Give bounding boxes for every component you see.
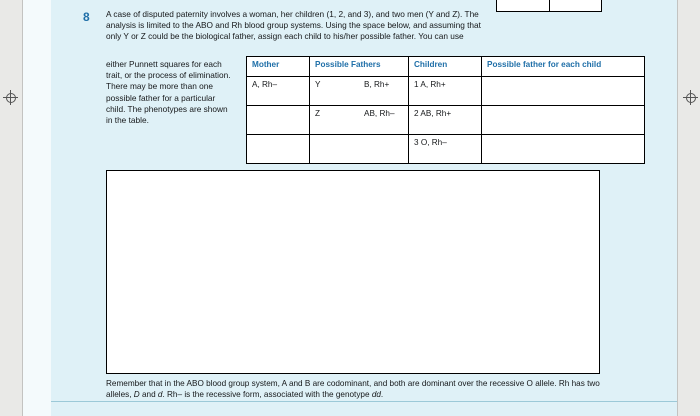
answer-cell-child-1[interactable] xyxy=(482,77,645,106)
work-space-answer-box[interactable] xyxy=(106,170,600,374)
column-header-possible-father-each-child: Possible father for each child xyxy=(482,57,645,77)
question-text-main: A case of disputed paternity involves a woman, her children (1, 2, and 3), and two men (Y and Z). The analysis is limited to the ABO and Rh blood group systems. Using the space below, and assuming that only Y or Z could be the biological father, assign each child to his/her possible father. You can use xyxy=(106,9,481,42)
cell-child-3: 3 O, Rh– xyxy=(409,135,482,164)
question-number: 8 xyxy=(83,10,90,24)
cell-father-letter-y: Y xyxy=(310,77,360,106)
table-row xyxy=(247,135,645,164)
page-right-margin xyxy=(677,0,700,416)
footer-allele-d-lower: d xyxy=(157,390,163,399)
cell-mother-phenotype: A, Rh– xyxy=(247,77,310,106)
cell-father-phenotype-z: AB, Rh– xyxy=(359,106,409,135)
footer-genotype-dd: dd xyxy=(371,390,381,399)
column-header-children: Children xyxy=(409,57,482,77)
answer-cell-child-2[interactable] xyxy=(482,106,645,135)
registration-mark-right-icon xyxy=(683,90,698,105)
blood-group-table xyxy=(246,56,645,164)
cell-child-2: 2 AB, Rh+ xyxy=(409,106,482,135)
cell-father-letter-z: Z xyxy=(310,106,360,135)
footer-line-2-and: and xyxy=(139,390,158,399)
registration-circle-right-icon xyxy=(686,93,696,103)
table-header-row xyxy=(247,57,645,77)
footer-note xyxy=(106,378,606,400)
footer-allele-d-upper: D xyxy=(133,390,140,399)
registration-circle-left-icon xyxy=(6,93,16,103)
cell-mother-blank-2 xyxy=(247,135,310,164)
footer-line-2-middle: . Rh– is the recessive form, associated with the genotype xyxy=(162,390,372,399)
column-header-mother: Mother xyxy=(247,57,310,77)
page-bottom-rule xyxy=(51,401,677,402)
table-row xyxy=(247,77,645,106)
top-partial-table-divider xyxy=(549,0,550,11)
question-text-continued: either Punnett squares for each trait, or the process of elimination. There may be more than one possible father for a particular child. The phenotypes are shown in the table. xyxy=(106,59,231,126)
cell-child-1: 1 A, Rh+ xyxy=(409,77,482,106)
footer-line-1: Remember that in the ABO blood group system, A and B are codominant, and both are dominant over the recessive xyxy=(106,379,525,388)
cell-father-phenotype-blank xyxy=(359,135,409,164)
page-left-white-column xyxy=(23,0,51,416)
cell-mother-blank-1 xyxy=(247,106,310,135)
cell-father-letter-blank xyxy=(310,135,360,164)
registration-mark-left-icon xyxy=(3,90,18,105)
column-header-possible-fathers: Possible Fathers xyxy=(310,57,409,77)
footer-line-2-end: . xyxy=(380,390,384,399)
table-row xyxy=(247,106,645,135)
top-partial-table xyxy=(496,0,602,12)
page-left-margin xyxy=(0,0,23,416)
cell-father-phenotype-y: B, Rh+ xyxy=(359,77,409,106)
answer-cell-child-3[interactable] xyxy=(482,135,645,164)
footer-line-2-start: O allele. Rh has two alleles, xyxy=(106,379,600,399)
